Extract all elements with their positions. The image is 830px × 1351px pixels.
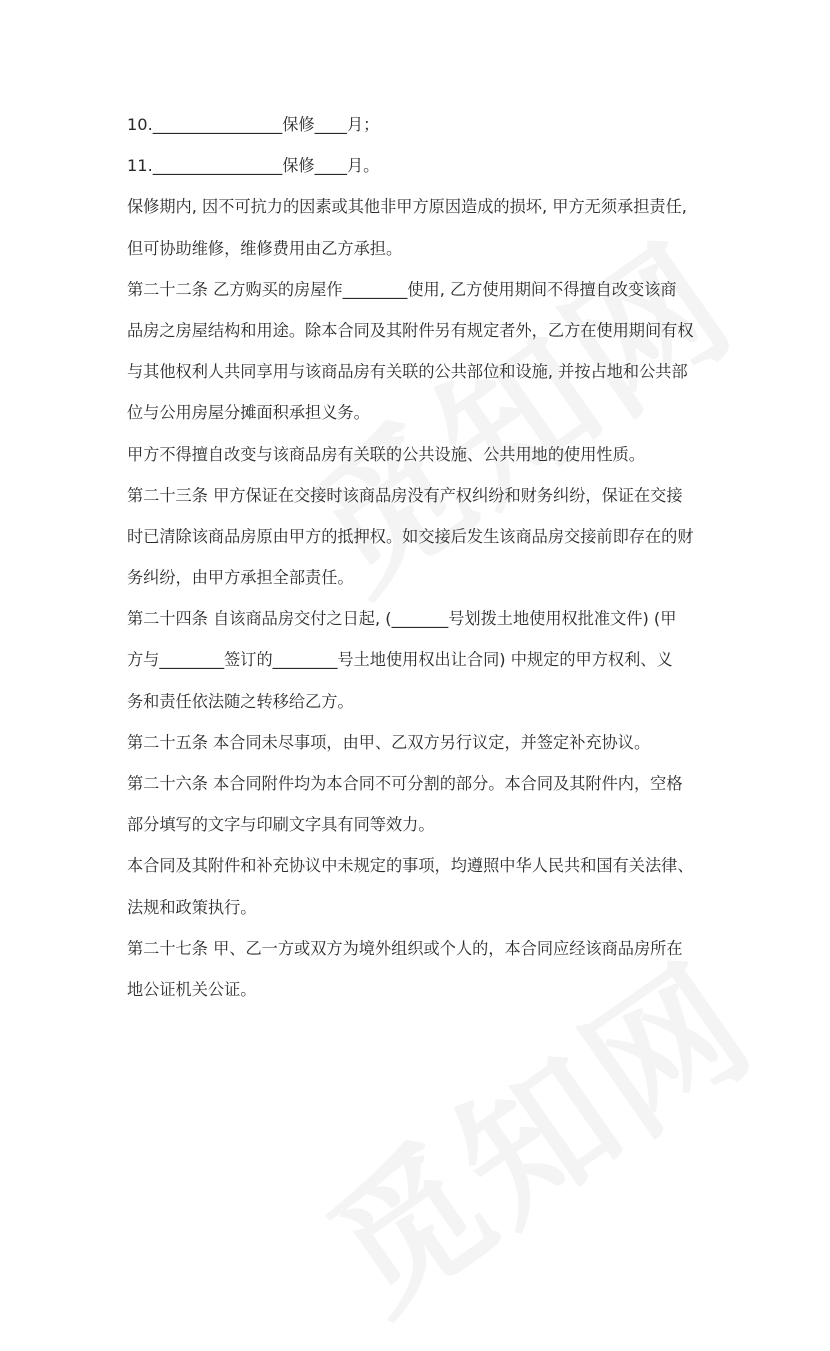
- text-line-article-27-cont: 地公证机关公证。: [127, 979, 257, 999]
- text-line-article-26-note: 本合同及其附件和补充协议中未规定的事项，均遵照中华人民共和国有关法律、: [127, 856, 694, 876]
- text-line-article-22-cont: 与其他权利人共同享用与该商品房有关联的公共部位和设施, 并按占地和公共部: [127, 362, 688, 382]
- text-line-article-23: 第二十三条 甲方保证在交接时该商品房没有产权纠纷和财务纠纷，保证在交接: [127, 485, 683, 505]
- text-line-article-24-cont: 务和责任依法随之转移给乙方。: [127, 691, 354, 711]
- text-line-article-22-note: 甲方不得擅自改变与该商品房有关联的公共设施、公共用地的使用性质。: [127, 444, 645, 464]
- text-line-article-23-cont: 务纠纷，由甲方承担全部责任。: [127, 568, 354, 588]
- text-line-article-26: 第二十六条 本合同附件均为本合同不可分割的部分。本合同及其附件内，空格: [127, 774, 683, 793]
- text-line-article-22-cont: 位与公用房屋分摊面积承担义务。: [127, 403, 370, 423]
- text-line-warranty-note: 保修期内, 因不可抗力的因素或其他非甲方原因造成的损坏, 甲方无须承担责任,: [127, 197, 687, 217]
- text-line-article-22: 第二十二条 乙方购买的房屋作________使用, 乙方使用期间不得擅自改变该商: [127, 279, 677, 299]
- text-line-article-25: 第二十五条 本合同未尽事项，由甲、乙双方另行议定，并签定补充协议。: [127, 732, 651, 752]
- text-line-warranty-11: 11.________________保修____月。: [127, 156, 380, 176]
- text-line-article-26-cont: 部分填写的文字与印刷文字具有同等效力。: [127, 815, 435, 835]
- text-line-warranty-note-cont: 但可协助维修，维修费用由乙方承担。: [127, 238, 403, 258]
- text-line-article-27: 第二十七条 甲、乙一方或双方为境外组织或个人的，本合同应经该商品房所在: [127, 938, 683, 958]
- document-body: [127, 104, 717, 1010]
- text-line-warranty-10: 10.________________保修____月；: [127, 115, 380, 134]
- text-line-article-24: 第二十四条 自该商品房交付之日起, (_______号划拨土地使用权批准文件) (甲: [127, 609, 677, 629]
- text-line-article-24-cont: 方与________签订的________号土地使用权出让合同) 中规定的甲方权利、义: [127, 650, 673, 670]
- text-line-article-26-note-cont: 法规和政策执行。: [127, 897, 257, 917]
- text-line-article-22-cont: 品房之房屋结构和用途。除本合同及其附件另有规定者外，乙方在使用期间有权: [127, 320, 694, 340]
- text-line-article-23-cont: 时已清除该商品房原由甲方的抵押权。如交接后发生该商品房交接前即存在的财: [127, 526, 694, 546]
